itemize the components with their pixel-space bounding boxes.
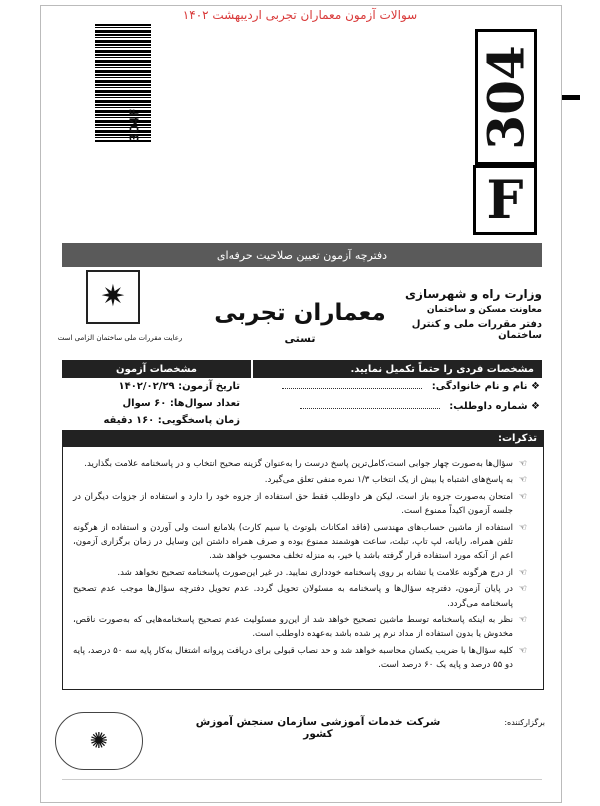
bullet-icon: ☜ (518, 645, 527, 656)
id-label: شماره داوطلب: (449, 401, 528, 412)
star-bullet-icon: ❖ (531, 381, 540, 392)
note-text: سؤال‌ها به‌صورت چهار جوابی است،کامل‌ترین پاسخ درست را به‌عنوان گزینه صحیح انتخاب و در پاسخنامه علامت بگذارید. (84, 459, 513, 469)
time-value: ۱۶۰ دقیقه (103, 415, 155, 426)
exam-info-header: مشخصات آزمون (62, 360, 251, 378)
name-row (253, 381, 540, 401)
bullet-icon: ☜ (518, 584, 527, 595)
exam-subtitle: تستی (284, 332, 316, 345)
name-field[interactable] (282, 388, 422, 389)
name-label: نام و نام خانوادگی: (431, 381, 528, 392)
bullet-icon: ☜ (518, 475, 527, 486)
personal-info-header: مشخصات فردی را حتماً تکمیل نمایید. (253, 360, 542, 378)
registration-mark (562, 95, 580, 100)
bullet-icon: ☜ (518, 522, 527, 533)
barcode-icon (95, 24, 151, 142)
ministry-block (382, 287, 542, 341)
notes-list (73, 457, 529, 675)
bullet-icon: ☜ (518, 459, 527, 469)
date-label: تاریخ آزمون: (178, 381, 240, 392)
ministry-office: دفتر مقررات ملی و کنترل ساختمان (411, 319, 542, 341)
list-item (73, 613, 529, 642)
note-text: کلیه سؤال‌ها با ضریب یکسان محاسبه خواهد شد و حد نصاب قبولی برای دریافت پروانه اشتغال به‌کار پایه سه ۵۰ درصد، پایه دو ۵۵ درصد و پایه یک ۶۰ درصد است. (73, 645, 513, 671)
time-label: زمان پاسخگویی: (157, 415, 240, 426)
booklet-number: 304 (476, 44, 536, 150)
ministry-name: وزارت راه و شهرسازی (405, 287, 542, 301)
bullet-icon: ☜ (518, 615, 527, 626)
note-text: در پایان آزمون، دفترچه سؤال‌ها و پاسخنامه به مسئولان تحویل گردد. عدم تحویل دفترچه سؤال‌ها موجب عدم تصحیح پاسخنامه می‌گردد. (73, 584, 513, 609)
id-row (253, 401, 540, 421)
barcode-code: 304F (127, 108, 142, 142)
count-label: تعداد سوال‌ها: (169, 398, 240, 409)
date-value: ۱۴۰۲/۰۲/۲۹ (118, 381, 175, 392)
list-item (73, 582, 529, 611)
note-text: امتحان به‌صورت جزوه باز است، لیکن هر داوطلب فقط حق استفاده از جزوه خود را دارد و استفاده از جزوات دیگران در جلسه آزمون اکیداً ممنوع است. (73, 491, 513, 517)
note-text: به پاسخ‌های اشتباه یا بیش از یک انتخاب ۱/۳ نمره منفی تعلق می‌گیرد. (264, 475, 513, 486)
organizer-seal-icon: ✺ (55, 712, 143, 770)
note-text: نظر به اینکه پاسخنامه توسط ماشین تصحیح خواهد شد از این‌رو مسئولیت عدم تصحیح پاسخنامه‌هایی که به‌صورت ناقص، مخدوش یا بدون استفاده از مداد نرم پر شده باشد به‌عهده داوطلب است. (73, 615, 513, 640)
note-text: از درج هرگونه علامت یا نشانه بر روی پاسخنامه خودداری نمایید. در غیر این‌صورت پاسخنامه تصحیح نخواهد شد. (117, 567, 513, 578)
list-item (73, 521, 529, 564)
organizer-label: برگزارکننده: (504, 718, 545, 727)
booklet-number-box (475, 29, 537, 165)
list-item (73, 473, 529, 487)
list-item (73, 644, 529, 673)
logo-note: رعایت مقررات ملی ساختمان الزامی است (57, 334, 183, 342)
exam-info-fields (62, 381, 240, 432)
note-text: استفاده از ماشین حساب‌های مهندسی (فاقد امکانات بلوتوث یا سیم کارت) بلامانع است ولی آوردن و استفاده از هرگونه تلفن همراه، رایانه، لپ تاپ، تبلت، ساعت هوشمند ممنوع بوده و صرف همراه داشتن این وسایل در زمان برگزاری آزمون، اعم از آنکه مورد استفاده قرار گرفته باشد یا خیر، به منزله تخلف محسوب خواهد شد. (73, 522, 513, 562)
count-value: ۶۰ سوال (122, 398, 167, 409)
notes-title: تذکرات: (63, 431, 543, 447)
bullet-icon: ☜ (518, 567, 527, 578)
list-item (73, 566, 529, 580)
booklet-form-box (473, 165, 537, 235)
count-row (62, 398, 240, 415)
ministry-emblem-icon: ✷ (86, 270, 140, 324)
page-top-title: سوالات آزمون معماران تجربی اردیبهشت ۱۴۰۲ (182, 8, 418, 22)
personal-info-fields (253, 381, 540, 421)
list-item (73, 490, 529, 519)
list-item (73, 457, 529, 471)
id-field[interactable] (300, 408, 440, 409)
booklet-form: F (486, 169, 524, 231)
exam-title: معماران تجربی (214, 300, 386, 326)
notes-box (62, 430, 544, 690)
star-bullet-icon: ❖ (531, 401, 540, 412)
booklet-banner: دفترچه آزمون تعیین صلاحیت حرفه‌ای (62, 243, 542, 267)
date-row (62, 381, 240, 398)
bullet-icon: ☜ (518, 491, 527, 502)
bottom-divider (62, 779, 542, 780)
organizer-name: شرکت خدمات آموزشی سازمان سنجش آموزش کشور (195, 716, 441, 740)
ministry-deputy: معاونت مسکن و ساختمان (426, 305, 542, 315)
